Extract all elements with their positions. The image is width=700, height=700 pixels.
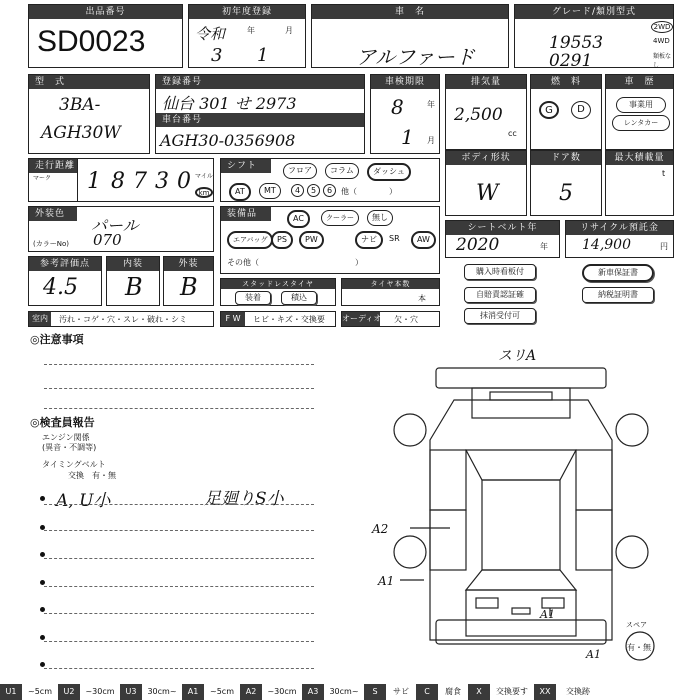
right-rear-door	[576, 510, 612, 570]
mileage-digit-4: 3	[155, 169, 169, 194]
doc-tax: 納税証明書	[582, 287, 654, 303]
color-code: 070	[93, 231, 122, 249]
grade-2wd: 2WD	[651, 21, 673, 33]
interior-score: B	[125, 273, 143, 301]
grade-header: グレード/類別型式	[515, 5, 673, 19]
bullet-1	[40, 496, 45, 501]
spare-unit: 本	[418, 294, 426, 303]
history-rental: レンタカー	[612, 115, 670, 131]
equip-navi: ナビ	[355, 231, 383, 249]
first-reg-era: 令和	[195, 25, 226, 43]
displacement-box	[445, 74, 527, 150]
body-box	[445, 150, 527, 216]
displacement-unit: cc	[508, 129, 517, 138]
legend-key: C	[416, 684, 438, 700]
notes-line-3	[44, 408, 314, 409]
windshield	[466, 450, 576, 480]
wheel-front-right	[616, 414, 648, 446]
displacement-header: 排気量	[446, 75, 526, 89]
body-value: W	[476, 181, 499, 206]
capacity-unit: t	[662, 169, 666, 178]
inspector-engine: エンジン関係	[42, 433, 90, 442]
left-rear-door	[430, 510, 466, 570]
grade-box	[514, 4, 674, 71]
inspector-remark-b: 足廻りS小	[204, 489, 284, 509]
doors-value: 5	[559, 181, 573, 206]
roof	[482, 480, 560, 570]
rear-window	[466, 570, 576, 590]
history-business: 事業用	[616, 97, 666, 113]
bullet-7	[40, 662, 45, 667]
grade-line1: 19553	[549, 33, 604, 53]
grade-4wd: 4WD	[653, 37, 670, 45]
color-header: 外装色	[29, 207, 77, 221]
damage-legend	[0, 684, 700, 700]
exterior-score: B	[180, 273, 198, 301]
fw-line	[220, 311, 336, 327]
seatbelt-box	[445, 220, 560, 258]
legend-key: U2	[58, 684, 80, 700]
grade-line2: 0291	[549, 51, 593, 71]
legend-value: ~5cm	[210, 687, 234, 696]
model-name-box	[311, 4, 509, 68]
legend-value: ~30cm	[85, 687, 115, 696]
interior-line-label: 室内	[29, 312, 51, 326]
studless-header: スタッドレスタイヤ	[221, 279, 335, 289]
lot-header: 出品番号	[29, 5, 182, 19]
inspector-timing: タイミングベルト	[42, 460, 106, 469]
first-reg-month-unit: 月	[285, 26, 293, 35]
interior-line-items: 汚れ・コゲ・穴・スレ・破れ・シミ	[59, 315, 187, 324]
notes-header: ◎注意事項	[30, 333, 84, 346]
audio-line	[341, 311, 440, 327]
bullet-3	[40, 552, 45, 557]
interior-score-box	[106, 256, 160, 306]
interior-line	[28, 311, 214, 327]
color-code-label: (カラーNo)	[33, 240, 69, 248]
studless-fitted: 装着	[235, 291, 271, 305]
mileage-digit-5: 0	[177, 169, 191, 194]
exterior-score-box	[163, 256, 214, 306]
recycle-header: リサイクル預託金	[566, 221, 673, 235]
inspection-header: 車検期限	[371, 75, 439, 89]
legend-value: 腐食	[445, 687, 461, 696]
diagram-spare-state: 有・無	[627, 643, 651, 652]
wheel-front-left	[394, 414, 426, 446]
equip-sr: SR	[389, 234, 400, 243]
first-reg-month: 1	[257, 45, 269, 66]
fuel-box	[530, 74, 602, 150]
seatbelt-value: 2020	[456, 235, 500, 255]
score-header: 参考評価点	[29, 257, 101, 271]
legend-value: ~30cm	[267, 687, 297, 696]
chassis-header: 車台番号	[156, 113, 364, 127]
doors-header: ドア数	[531, 151, 601, 165]
inspection-year-unit: 年	[427, 100, 435, 109]
doc-cancel: 抹消受付可	[464, 308, 536, 324]
remark-line-4	[44, 586, 314, 587]
model-name-header: 車 名	[312, 5, 508, 19]
history-box	[605, 74, 674, 150]
front-grille	[490, 392, 552, 400]
equipment-box	[220, 206, 440, 274]
inspection-box	[370, 74, 440, 154]
fw-line-items: ヒビ・キズ・交換要	[253, 315, 325, 324]
mileage-km: km	[195, 187, 213, 198]
notes-line-1	[44, 364, 314, 365]
diagram-spare-label: スペア	[626, 621, 647, 629]
inspector-remark-a: A, U小	[56, 491, 111, 511]
bullet-4	[40, 580, 45, 585]
type-line2: AGH30W	[41, 123, 121, 143]
capacity-box	[605, 150, 674, 216]
legend-key: A3	[302, 684, 324, 700]
type-line1: 3BA-	[59, 95, 101, 115]
legend-key: U1	[0, 684, 22, 700]
equip-aw: AW	[411, 231, 436, 249]
legend-value: サビ	[393, 687, 409, 696]
legend-key: A1	[182, 684, 204, 700]
inspection-month-unit: 月	[427, 136, 435, 145]
history-header: 車 歴	[606, 75, 673, 89]
legend-value: 30cm~	[329, 687, 359, 696]
mileage-header: 走行距離	[29, 159, 77, 173]
spare-header: タイヤ本数	[342, 279, 439, 289]
front-bumper	[436, 368, 606, 388]
doors-box	[530, 150, 602, 216]
fuel-diesel: D	[571, 101, 591, 119]
inspector-header: ◎検査員報告	[30, 416, 95, 429]
doc-kanban: 購入時看板付	[464, 264, 536, 280]
inspector-engine-sub: (異音・不調等)	[42, 443, 97, 452]
legend-value: ~5cm	[28, 687, 52, 696]
equipment-header: 装備品	[221, 207, 271, 221]
lot-number: SD0023	[37, 25, 146, 58]
mileage-divider	[77, 159, 78, 201]
first-reg-header: 初年度登録	[189, 5, 305, 19]
seatbelt-unit: 年	[540, 242, 548, 251]
displacement-value: 2,500	[454, 105, 503, 125]
equip-none: 無し	[367, 210, 393, 226]
first-reg-box	[188, 4, 306, 68]
legend-key: X	[468, 684, 490, 700]
mileage-box	[28, 158, 214, 202]
bullet-6	[40, 635, 45, 640]
shift-floor: フロア	[283, 163, 317, 179]
tailgate	[466, 590, 576, 636]
exterior-score-header: 外装	[164, 257, 213, 271]
chassis-number: AGH30-0356908	[160, 131, 296, 150]
fuel-header: 燃 料	[531, 75, 601, 89]
first-reg-year: 3	[211, 45, 223, 66]
interior-score-header: 内装	[107, 257, 159, 271]
mileage-mile: マイル	[195, 173, 213, 180]
shift-6: 6	[323, 184, 336, 197]
mileage-digit-3: 7	[133, 169, 147, 194]
wheel-rear-left	[394, 536, 426, 568]
seatbelt-header: シートベルト年	[446, 221, 559, 235]
equip-pw: PW	[299, 231, 324, 249]
audio-line-label: オーディオ	[342, 312, 380, 326]
diagram-a2: A2	[372, 522, 389, 536]
shift-4: 4	[291, 184, 304, 197]
fw-line-label: F W	[221, 312, 245, 326]
doc-jibaiseki: 自賠責認証確	[464, 287, 536, 303]
studless-box	[220, 278, 336, 306]
diagram-a1: A1	[378, 574, 395, 588]
color-box	[28, 206, 214, 252]
grade-none: 類板なし	[653, 53, 672, 69]
remark-line-3	[44, 558, 314, 559]
reg-number: 仙台 301 せ 2973	[162, 94, 297, 113]
inspector-timing-sub: 交換 有・無	[68, 471, 116, 480]
legend-key: U3	[120, 684, 142, 700]
reg-header: 登録番号	[156, 75, 364, 89]
score-box	[28, 256, 102, 306]
spare-box	[341, 278, 440, 306]
shift-other: 他（ ）	[341, 187, 397, 196]
remark-line-7	[44, 668, 314, 669]
remark-line-6	[44, 641, 314, 642]
audio-line-items: 欠・穴	[394, 315, 418, 324]
legend-value: 30cm~	[147, 687, 177, 696]
diagram-top-mark: スリA	[498, 348, 537, 364]
shift-mt: MT	[259, 183, 281, 199]
recycle-unit: 円	[660, 242, 668, 251]
recycle-box	[565, 220, 674, 258]
notes-line-2	[44, 388, 314, 389]
first-reg-year-unit: 年	[247, 26, 255, 35]
equip-other: その他（ ）	[227, 258, 363, 267]
inspection-year: 8	[391, 95, 404, 119]
remark-line-1	[44, 504, 314, 505]
shift-header: シフト	[221, 159, 271, 173]
left-front-door	[430, 450, 466, 510]
inspection-month: 1	[401, 125, 414, 149]
recycle-value: 14,900	[582, 237, 631, 253]
right-front-door	[576, 450, 612, 510]
color-value: パール	[91, 216, 139, 235]
shift-box	[220, 158, 440, 202]
mileage-digit-1: 1	[87, 169, 101, 194]
legend-key: XX	[534, 684, 556, 700]
diagram-a1-rear: A1	[540, 608, 555, 621]
mileage-mark: マーク	[33, 175, 52, 182]
model-name: アルファード	[356, 45, 475, 69]
diagram-a1-bottom: A1	[586, 648, 601, 661]
rear-light-right	[542, 598, 564, 608]
shift-at: AT	[229, 183, 251, 201]
type-box	[28, 74, 150, 154]
legend-value: 交換跡	[566, 687, 590, 696]
shift-dash: ダッシュ	[367, 163, 411, 181]
fuel-gasoline: G	[539, 101, 559, 119]
rear-light-left	[476, 598, 498, 608]
wheel-rear-right	[616, 536, 648, 568]
shift-5: 5	[307, 184, 320, 197]
shift-column: コラム	[325, 163, 359, 179]
score-value: 4.5	[43, 275, 78, 300]
equip-airbag: エアバッグ	[227, 231, 273, 249]
equip-ac: AC	[287, 210, 310, 228]
legend-key: S	[364, 684, 386, 700]
mileage-digit-2: 8	[111, 169, 125, 194]
license-plate	[512, 608, 530, 614]
legend-value: 交換要す	[496, 687, 528, 696]
remark-line-2	[44, 530, 314, 531]
lot-box	[28, 4, 183, 68]
equip-ps: PS	[271, 231, 293, 249]
type-header: 型 式	[29, 75, 149, 89]
body-header: ボディ形状	[446, 151, 526, 165]
doc-warranty: 新車保証書	[582, 264, 654, 282]
remark-line-5	[44, 613, 314, 614]
bullet-5	[40, 607, 45, 612]
studless-loaded: 積込	[281, 291, 317, 305]
equip-cooler: クーラー	[321, 210, 359, 226]
body-outline	[430, 400, 612, 640]
capacity-header: 最大積載量	[606, 151, 673, 165]
reg-box	[155, 74, 365, 154]
legend-key: A2	[240, 684, 262, 700]
